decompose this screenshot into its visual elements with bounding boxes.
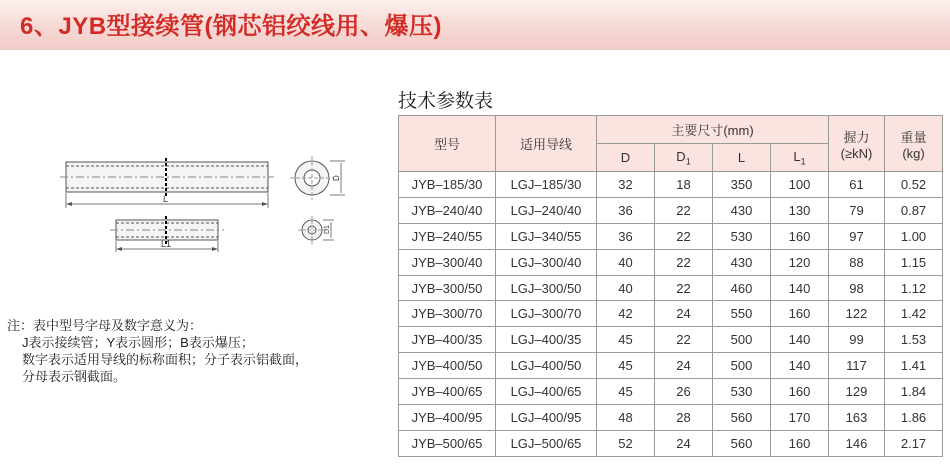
cell-l: 460: [713, 275, 771, 301]
dimension-label-d: D: [332, 175, 341, 181]
cell-l: 530: [713, 379, 771, 405]
table-body: [399, 172, 943, 457]
header-d1-subscript: 1: [685, 156, 691, 167]
cell-l: 430: [713, 197, 771, 223]
connector-drawing: [0, 0, 380, 270]
table-row: [399, 223, 943, 249]
cell-grip-force: 99: [829, 327, 885, 353]
cell-d: 36: [597, 197, 655, 223]
cell-grip-force: 163: [829, 405, 885, 431]
table-row: [399, 405, 943, 431]
cell-conductor: LGJ–400/65: [496, 379, 597, 405]
cell-l1: 160: [771, 430, 829, 456]
cell-d: 48: [597, 405, 655, 431]
dimension-label-l: L: [163, 194, 169, 204]
header-weight: [885, 116, 943, 172]
cell-l: 500: [713, 353, 771, 379]
cell-d1: 22: [655, 197, 713, 223]
cell-conductor: LGJ–300/70: [496, 301, 597, 327]
table-row: [399, 430, 943, 456]
cell-d: 40: [597, 275, 655, 301]
cell-d1: 26: [655, 379, 713, 405]
note-block: [7, 317, 308, 385]
header-d1: [655, 144, 713, 172]
cell-d1: 24: [655, 430, 713, 456]
cell-weight: 1.84: [885, 379, 943, 405]
cell-d1: 24: [655, 353, 713, 379]
cell-model: JYB–300/40: [399, 249, 496, 275]
cell-l: 560: [713, 430, 771, 456]
cell-weight: 1.12: [885, 275, 943, 301]
header-main-dimensions: 主要尺寸(mm): [597, 116, 829, 144]
header-l: L: [713, 144, 771, 172]
cell-l: 430: [713, 249, 771, 275]
cell-conductor: LGJ–500/65: [496, 430, 597, 456]
note-line-2: J表示接续管；Y表示圆形；B表示爆压；: [22, 335, 254, 350]
cell-l: 530: [713, 223, 771, 249]
cell-l: 560: [713, 405, 771, 431]
cell-weight: 1.15: [885, 249, 943, 275]
cell-d: 45: [597, 353, 655, 379]
cell-grip-force: 88: [829, 249, 885, 275]
cell-d1: 18: [655, 172, 713, 198]
cell-weight: 1.86: [885, 405, 943, 431]
cell-conductor: LGJ–300/50: [496, 275, 597, 301]
cell-l: 500: [713, 327, 771, 353]
dimension-label-l1: L1: [161, 239, 172, 249]
cell-model: JYB–400/50: [399, 353, 496, 379]
cell-weight: 1.42: [885, 301, 943, 327]
header-weight-label: 重量: [900, 129, 927, 145]
parameter-table: [398, 115, 943, 457]
cell-d: 40: [597, 249, 655, 275]
cell-conductor: LGJ–185/30: [496, 172, 597, 198]
cell-l1: 160: [771, 301, 829, 327]
header-d: D: [597, 144, 655, 172]
cell-conductor: LGJ–240/40: [496, 197, 597, 223]
cell-l1: 130: [771, 197, 829, 223]
cell-d: 42: [597, 301, 655, 327]
cell-d1: 28: [655, 405, 713, 431]
table-row: [399, 353, 943, 379]
cell-d1: 22: [655, 223, 713, 249]
cell-d: 45: [597, 379, 655, 405]
cell-grip-force: 98: [829, 275, 885, 301]
cell-grip-force: 97: [829, 223, 885, 249]
header-model: 型号: [399, 116, 496, 172]
cell-model: JYB–240/40: [399, 197, 496, 223]
cell-grip-force: 79: [829, 197, 885, 223]
table-row: [399, 172, 943, 198]
note-line-1: 注：表中型号字母及数字意义为：: [7, 318, 203, 333]
table-row: [399, 301, 943, 327]
dimension-label-d1: D1: [324, 225, 331, 234]
header-grip-force-unit: (≥kN): [840, 145, 873, 161]
cell-grip-force: 129: [829, 379, 885, 405]
header-conductor: 适用导线: [496, 116, 597, 172]
header-grip-force: [829, 116, 885, 172]
cell-d1: 24: [655, 301, 713, 327]
cell-grip-force: 117: [829, 353, 885, 379]
table-caption: 技术参数表: [398, 91, 494, 112]
table-row: [399, 379, 943, 405]
cell-d: 52: [597, 430, 655, 456]
cell-grip-force: 122: [829, 301, 885, 327]
cell-conductor: LGJ–400/95: [496, 405, 597, 431]
cell-d: 36: [597, 223, 655, 249]
cell-l1: 120: [771, 249, 829, 275]
cell-conductor: LGJ–300/40: [496, 249, 597, 275]
cell-l1: 140: [771, 353, 829, 379]
cell-d1: 22: [655, 249, 713, 275]
table-row: [399, 249, 943, 275]
header-l1-subscript: 1: [800, 156, 806, 167]
cell-l: 350: [713, 172, 771, 198]
cell-model: JYB–300/70: [399, 301, 496, 327]
cell-l1: 100: [771, 172, 829, 198]
cell-l1: 160: [771, 379, 829, 405]
cell-conductor: LGJ–400/35: [496, 327, 597, 353]
page-title: 6、JYB型接续管(钢芯铝绞线用、爆压): [20, 13, 443, 40]
cell-grip-force: 146: [829, 430, 885, 456]
header-d1-letter: D: [676, 148, 686, 164]
cell-model: JYB–300/50: [399, 275, 496, 301]
cell-weight: 0.87: [885, 197, 943, 223]
table-row: [399, 327, 943, 353]
cell-l1: 170: [771, 405, 829, 431]
cell-model: JYB–400/65: [399, 379, 496, 405]
cell-l1: 140: [771, 275, 829, 301]
cell-weight: 0.52: [885, 172, 943, 198]
cell-weight: 1.53: [885, 327, 943, 353]
note-line-4: 分母表示钢截面。: [22, 369, 127, 384]
header-weight-unit: (kg): [902, 145, 925, 161]
cell-d1: 22: [655, 275, 713, 301]
cell-weight: 1.41: [885, 353, 943, 379]
cell-model: JYB–400/95: [399, 405, 496, 431]
cell-conductor: LGJ–400/50: [496, 353, 597, 379]
table-row: [399, 197, 943, 223]
cell-l: 550: [713, 301, 771, 327]
header-grip-force-label: 握力: [843, 129, 870, 145]
cell-grip-force: 61: [829, 172, 885, 198]
cell-d: 45: [597, 327, 655, 353]
header-l1-letter: L: [793, 148, 801, 164]
cell-d1: 22: [655, 327, 713, 353]
cell-model: JYB–400/35: [399, 327, 496, 353]
cell-l1: 140: [771, 327, 829, 353]
table-row: [399, 275, 943, 301]
cell-l1: 160: [771, 223, 829, 249]
cell-conductor: LGJ–340/55: [496, 223, 597, 249]
cell-model: JYB–185/30: [399, 172, 496, 198]
cell-model: JYB–500/65: [399, 430, 496, 456]
cell-weight: 1.00: [885, 223, 943, 249]
cell-weight: 2.17: [885, 430, 943, 456]
cell-model: JYB–240/55: [399, 223, 496, 249]
cell-d: 32: [597, 172, 655, 198]
note-line-3: 数字表示适用导线的标称面积；分子表示铝截面，: [22, 352, 309, 367]
header-l1: [771, 144, 829, 172]
